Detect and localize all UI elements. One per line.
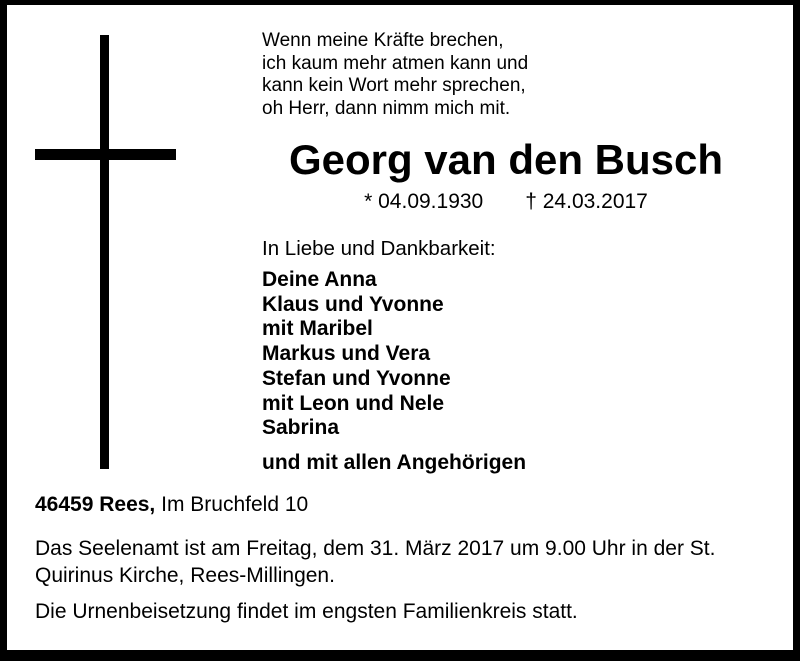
address-street: Im Bruchfeld 10: [161, 493, 309, 516]
verse-line: ich kaum mehr atmen kann und: [262, 52, 529, 74]
burial-info: Die Urnenbeisetzung findet im engsten Familienkreis statt.: [35, 600, 578, 623]
address-city: 46459 Rees,: [35, 493, 156, 516]
cross-icon: [35, 35, 176, 469]
mourner-name: Markus und Vera: [262, 342, 431, 366]
tribute-closing: und mit allen Angehörigen: [262, 451, 527, 474]
mourner-name: mit Maribel: [262, 317, 373, 341]
tribute-intro: In Liebe und Dankbarkeit:: [262, 237, 496, 260]
verse-line: oh Herr, dann nimm mich mit.: [262, 97, 511, 119]
birth-date: * 04.09.1930: [364, 190, 484, 213]
mourner-name: mit Leon und Nele: [262, 391, 445, 415]
service-info: Das Seelenamt ist am Freitag, dem 31. März 2017 um 9.00 Uhr in der St. Quirinus Kirche, Rees-Millingen.: [35, 537, 716, 587]
verse-line: kann kein Wort mehr sprechen,: [262, 75, 526, 96]
mourner-name: Deine Anna: [262, 268, 377, 291]
cross-vertical-bar: [100, 35, 109, 469]
deceased-name: Georg van den Busch: [288, 136, 724, 183]
address-line: [35, 493, 308, 517]
verse-line: Wenn meine Kräfte brechen,: [262, 30, 504, 51]
mourners-list: [262, 268, 451, 441]
life-dates: [252, 190, 760, 214]
verse: [262, 30, 528, 120]
cross-horizontal-bar: [35, 149, 176, 160]
deceased-name-block: [252, 138, 760, 182]
mourner-name: Klaus und Yvonne: [262, 292, 444, 316]
mourner-name: Sabrina: [262, 416, 340, 440]
death-date: † 24.03.2017: [525, 190, 648, 213]
mourner-name: Stefan und Yvonne: [262, 366, 451, 390]
